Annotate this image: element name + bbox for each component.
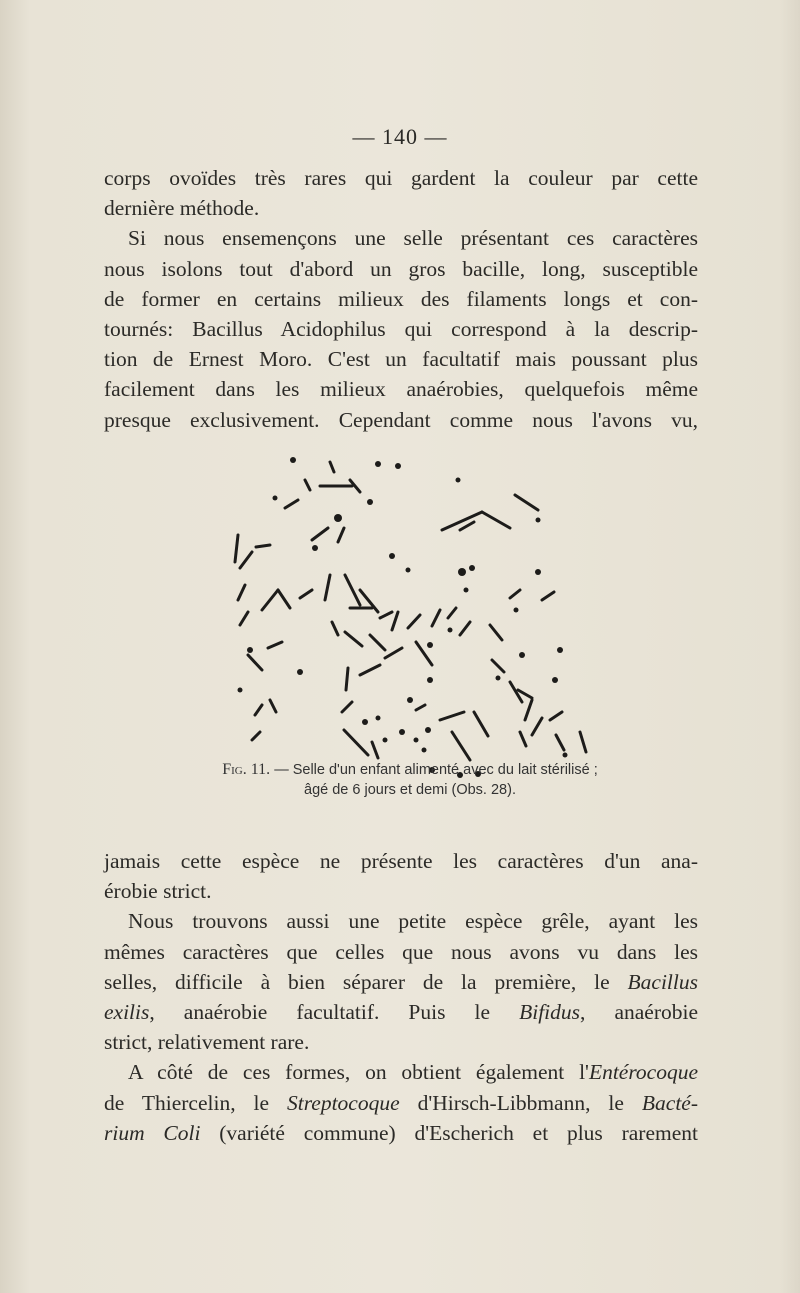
text-line: nous isolons tout d'abord un gros bacille, long, susceptible: [104, 256, 698, 281]
bacteria-figure-illustration: [220, 450, 590, 790]
text-line: facilement dans les milieux anaérobies, quelquefois même: [104, 377, 698, 402]
text-fragment: de Thiercelin, le: [104, 1090, 287, 1115]
italic-term: Bacillus: [627, 969, 698, 994]
italic-term: Bifidus: [519, 999, 581, 1024]
text-line: presque exclusivement. Cependant comme nous l'avons vu,: [104, 407, 698, 432]
text-line: tion de Ernest Moro. C'est un facultatif mais poussant plus: [104, 347, 698, 372]
text-fragment: A côté de ces formes, on obtient également l': [128, 1060, 589, 1085]
text-line: [104, 997, 698, 1027]
text-fragment: , anaérobie: [580, 999, 698, 1024]
text-fragment: selles, difficile à bien séparer de la première, le: [104, 969, 628, 994]
paragraph-top: [104, 163, 698, 435]
text-line: [104, 1118, 698, 1148]
italic-term: Streptocoque: [287, 1090, 400, 1115]
page-number: — 140 —: [352, 124, 448, 149]
paragraph-bottom: [104, 846, 698, 1148]
text-line: strict, relativement rare.: [104, 1030, 310, 1055]
text-line: Si nous ensemençons une selle présentant ces caractères: [128, 226, 698, 251]
text-line: [104, 1057, 698, 1087]
italic-term: rium Coli: [104, 1120, 201, 1145]
text-line: tournés: Bacillus Acidophilus qui correspond à la descrip-: [104, 316, 698, 341]
text-line: jamais cette espèce ne présente les caractères d'un ana-: [104, 849, 698, 873]
text-line: [104, 1088, 698, 1118]
figure-caption: [160, 760, 660, 800]
text-line: dernière méthode.: [104, 196, 260, 221]
italic-term: Bacté-: [641, 1090, 698, 1115]
text-fragment: d'Hirsch-Libbmann, le: [399, 1090, 642, 1115]
figure-label: Fig. 11.: [222, 761, 271, 778]
text-line: érobie strict.: [104, 879, 212, 904]
figure-caption-line-2: âgé de 6 jours et demi (Obs. 28).: [304, 782, 516, 798]
text-line: mêmes caractères que celles que nous avons vu dans les: [104, 939, 698, 964]
text-line: Nous trouvons aussi une petite espèce grêle, ayant les: [128, 909, 698, 934]
text-line: corps ovoïdes très rares qui gardent la couleur par cette: [104, 166, 698, 190]
italic-term: exilis: [104, 999, 150, 1024]
italic-term: Entérocoque: [588, 1060, 698, 1085]
text-line: [104, 967, 698, 997]
figure-caption-line-1: — Selle d'un enfant alimenté avec du lait stérilisé ;: [274, 762, 598, 778]
text-fragment: , anaérobie facultatif. Puis le: [149, 999, 520, 1024]
text-line: de former en certains milieux des filaments longs et con-: [104, 286, 698, 311]
text-fragment: (variété commune) d'Escherich et plus rarement: [200, 1120, 698, 1145]
